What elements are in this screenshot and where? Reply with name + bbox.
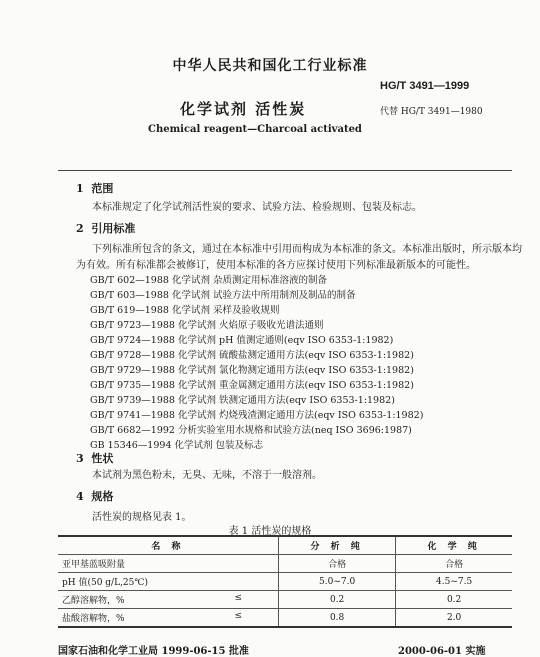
column-header-ar: 分 析 纯	[279, 536, 396, 555]
reference-item: GB/T 9739—1988 化学试剂 铁测定通用方法(eqv ISO 6353-1:1982)	[90, 395, 395, 406]
row-name: 盐酸溶解物，%	[62, 614, 125, 624]
reference-item: GB/T 9729—1988 化学试剂 氯化物测定通用方法(eqv ISO 6353-1:1982)	[90, 365, 414, 376]
reference-item: GB/T 603—1988 化学试剂 试验方法中所用制剂及制品的制备	[90, 290, 356, 301]
reference-item: GB/T 9728—1988 化学试剂 硫酸盐测定通用方法(eqv ISO 6353-1:1982)	[90, 350, 414, 361]
row-name-cell	[58, 609, 279, 628]
row-cp-value: 合格	[396, 555, 512, 573]
reference-item: GB/T 9735—1988 化学试剂 重金属测定通用方法(eqv ISO 6353-1:1982)	[90, 380, 414, 391]
english-title: Chemical reagent—Charcoal activated	[148, 124, 362, 135]
section-2-heading	[76, 220, 135, 236]
section-2-text-line-2: 为有效。所有标准都会被修订，使用本标准的各方应探讨使用下列标准最新版本的可能性。	[76, 260, 476, 271]
section-title: 规格	[91, 490, 114, 503]
document-title: 化学试剂 活性炭	[180, 100, 307, 118]
standard-number: HG/T 3491—1999	[380, 80, 470, 92]
section-title: 范围	[91, 182, 114, 195]
approval-line: 国家石油和化学工业局 1999-06-15 批准	[58, 646, 249, 657]
column-header-cp: 化 学 纯	[396, 536, 512, 555]
row-name-cell	[58, 555, 279, 573]
row-ar-value: 0.8	[279, 609, 396, 628]
reference-item: GB/T 619—1988 化学试剂 采样及验收规则	[90, 305, 280, 316]
spec-table	[58, 535, 512, 628]
row-ar-value: 合格	[279, 555, 396, 573]
replaces-standard: 代替 HG/T 3491—1980	[380, 107, 483, 117]
row-cp-value: 0.2	[396, 591, 512, 609]
reference-item: GB/T 9723—1988 化学试剂 火焰原子吸收光谱法通则	[90, 320, 324, 331]
row-cp-value: 2.0	[396, 609, 512, 628]
column-header-name: 名 称	[58, 536, 279, 555]
section-2-text-line-1: 下列标准所包含的条文，通过在本标准中引用而构成为本标准的条文。本标准出版时，所示版本均	[92, 244, 522, 255]
section-3-heading	[76, 450, 113, 466]
row-name-cell	[58, 573, 279, 591]
row-ar-value: 5.0~7.0	[279, 573, 396, 591]
table-row	[58, 573, 512, 591]
section-number: 2	[76, 222, 84, 235]
section-4-heading	[76, 488, 113, 504]
row-operator: ≤	[234, 611, 242, 621]
header-divider	[58, 170, 512, 171]
table-row	[58, 591, 512, 609]
table-row	[58, 555, 512, 573]
row-name: 亚甲基蓝吸附量	[62, 560, 126, 570]
section-4-text: 活性炭的规格见表 1。	[92, 512, 192, 523]
section-title: 引用标准	[91, 222, 136, 235]
implementation-date: 2000-06-01 实施	[398, 646, 486, 657]
table-header-row	[58, 536, 512, 555]
reference-item: GB/T 6682—1992 分析实验室用水规格和试验方法(neq ISO 3696:1987)	[90, 425, 412, 436]
row-ar-value: 0.2	[279, 591, 396, 609]
reference-item: GB/T 9741—1988 化学试剂 灼烧残渣测定通用方法(eqv ISO 6353-1:1982)	[90, 410, 424, 421]
reference-item: GB 15346—1994 化学试剂 包装及标志	[90, 440, 264, 451]
row-name-cell	[58, 591, 279, 609]
section-title: 性状	[91, 452, 114, 465]
reference-item: GB/T 9724—1988 化学试剂 pH 值测定通则(eqv ISO 6353-1:1982)	[90, 335, 394, 346]
standard-title: 中华人民共和国化工行业标准	[172, 58, 368, 74]
section-number: 1	[76, 182, 84, 195]
row-cp-value: 4.5~7.5	[396, 573, 512, 591]
section-1-heading	[76, 180, 113, 196]
section-number: 3	[76, 452, 84, 465]
row-operator: ≤	[234, 593, 242, 603]
table-row	[58, 609, 512, 628]
table-caption: 表 1 活性炭的规格	[228, 526, 312, 537]
section-number: 4	[76, 490, 84, 503]
section-1-text: 本标准规定了化学试剂活性炭的要求、试验方法、检验规则、包装及标志。	[92, 202, 422, 213]
section-3-text: 本试剂为黑色粉末，无臭、无味，不溶于一般溶剂。	[92, 470, 322, 481]
row-name: 乙醇溶解物，%	[62, 596, 125, 606]
row-name: pH 值(50 g/L,25℃)	[62, 578, 148, 588]
reference-item: GB/T 602—1988 化学试剂 杂质测定用标准溶液的制备	[90, 275, 327, 286]
